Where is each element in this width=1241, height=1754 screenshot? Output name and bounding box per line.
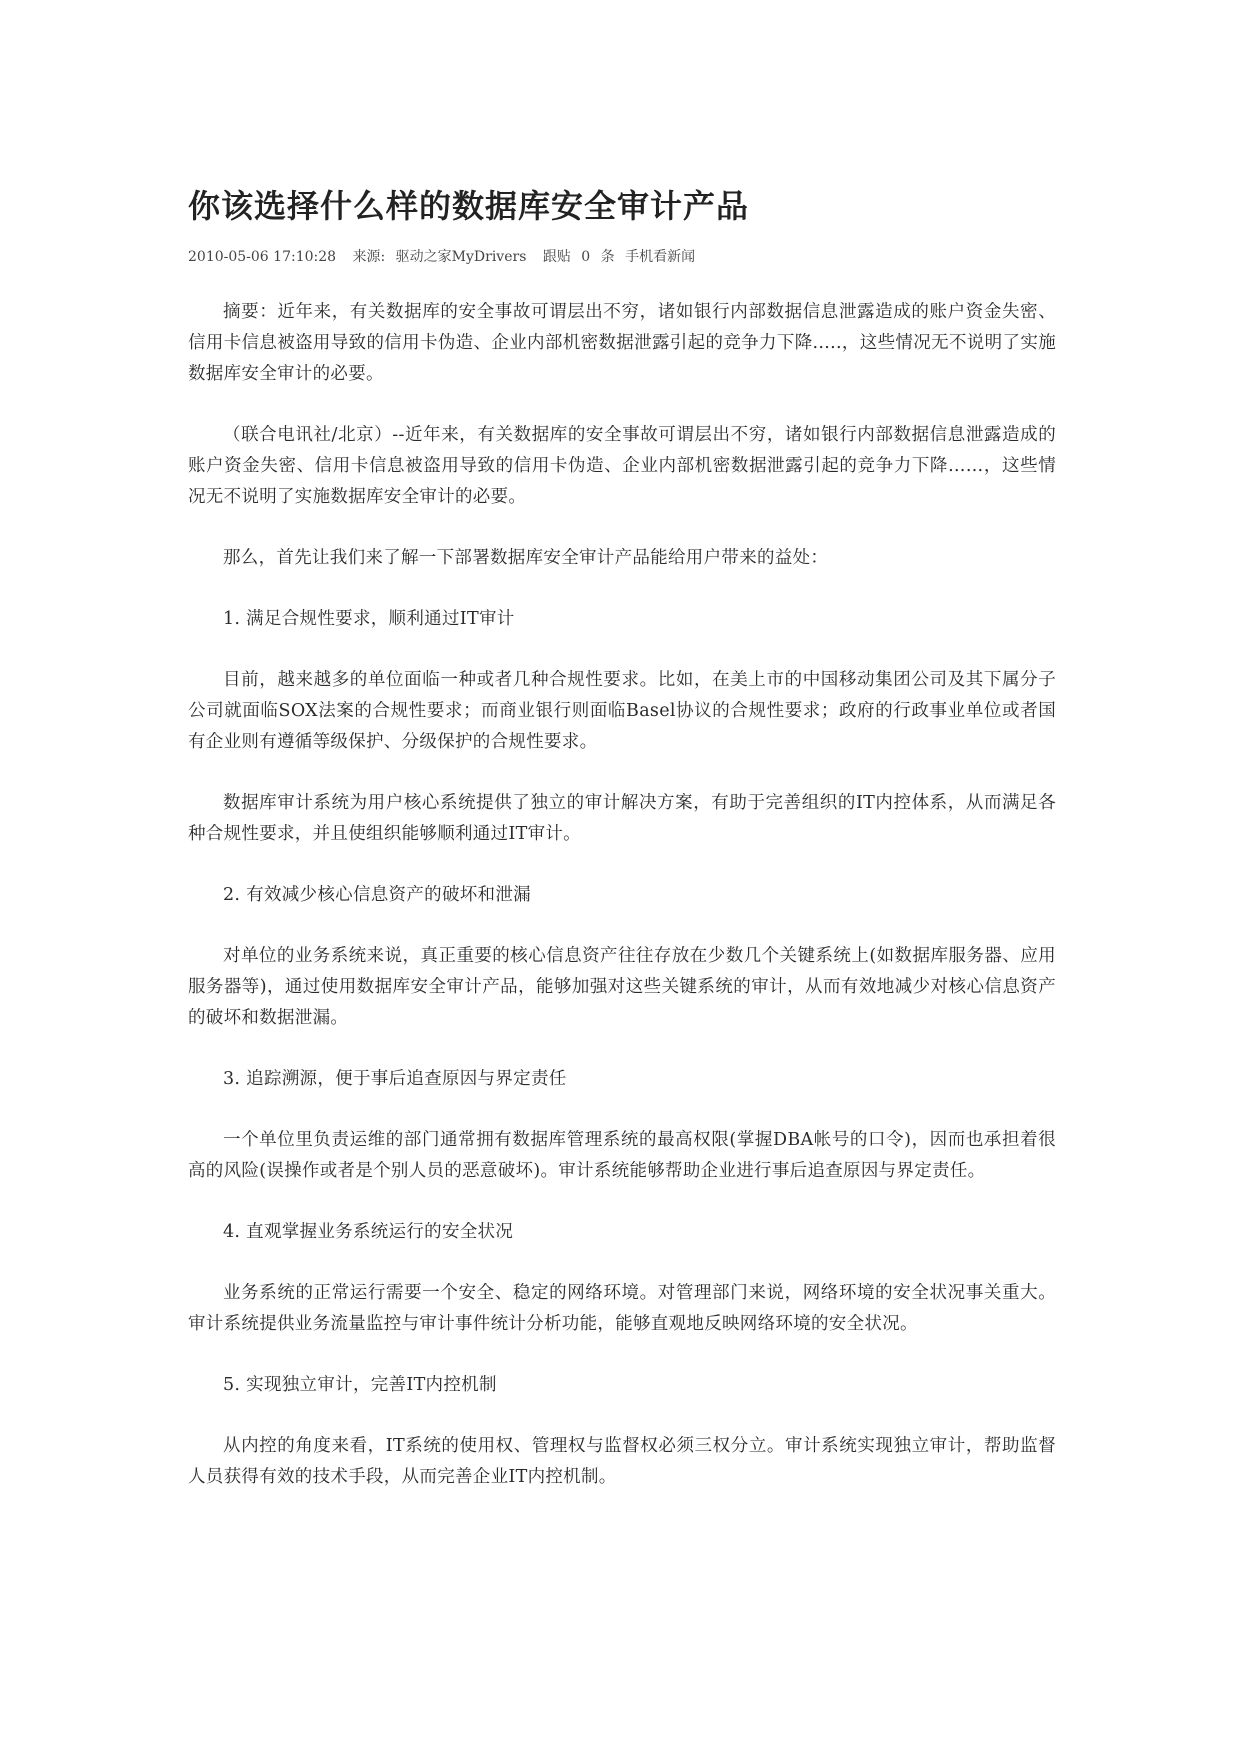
body-paragraph: 目前，越来越多的单位面临一种或者几种合规性要求。比如，在美上市的中国移动集团公司及其下属分子公司就面临SOX法案的合规性要求；而商业银行则面临Basel协议的合规性要求；政府的行政事业单位或者国有企业则有遵循等级保护、分级保护的合规性要求。 [188, 670, 1056, 752]
reply-label: 跟贴 [542, 249, 571, 265]
section-heading: 1. 满足合规性要求，顺利通过IT审计 [223, 609, 515, 629]
body-paragraph: 那么，首先让我们来了解一下部署数据库安全审计产品能给用户带来的益处： [223, 548, 829, 568]
source-name[interactable]: 驱动之家MyDrivers [395, 249, 527, 265]
section-heading: 3. 追踪溯源，便于事后追查原因与界定责任 [223, 1069, 567, 1089]
body-paragraph: 一个单位里负责运维的部门通常拥有数据库管理系统的最高权限(掌握DBA帐号的口令)，因而也承担着很高的风险(误操作或者是个别人员的恶意破坏)。审计系统能够帮助企业进行事后追查原因与界定责任。 [188, 1130, 1056, 1181]
reply-unit: 条 [600, 249, 615, 265]
reply-count[interactable]: 0 [581, 249, 591, 265]
body-paragraph: 从内控的角度来看，IT系统的使用权、管理权与监督权必须三权分立。审计系统实现独立审计，帮助监督人员获得有效的技术手段，从而完善企业IT内控机制。 [188, 1436, 1056, 1487]
article-title: 你该选择什么样的数据库安全审计产品 [188, 187, 750, 225]
mobile-news-link[interactable]: 手机看新闻 [625, 249, 696, 265]
source-label: 来源: [352, 249, 386, 265]
article-meta [188, 247, 1056, 267]
summary-paragraph: 摘要：近年来，有关数据库的安全事故可谓层出不穷，诸如银行内部数据信息泄露造成的账户资金失密、信用卡信息被盗用导致的信用卡伪造、企业内部机密数据泄露引起的竞争力下降.....，这些情况无不说明了实施数据库安全审计的必要。 [188, 302, 1056, 384]
publish-datetime: 2010-05-06 17:10:28 [188, 249, 337, 265]
section-heading: 5. 实现独立审计，完善IT内控机制 [223, 1375, 497, 1395]
section-heading: 4. 直观掌握业务系统运行的安全状况 [223, 1222, 514, 1242]
body-paragraph: （联合电讯社/北京）--近年来，有关数据库的安全事故可谓层出不穷，诸如银行内部数据信息泄露造成的账户资金失密、信用卡信息被盗用导致的信用卡伪造、企业内部机密数据泄露引起的竞争力下降……，这些情况无不说明了实施数据库安全审计的必要。 [188, 425, 1056, 507]
article [188, 185, 1056, 1493]
body-paragraph: 业务系统的正常运行需要一个安全、稳定的网络环境。对管理部门来说，网络环境的安全状况事关重大。审计系统提供业务流量监控与审计事件统计分析功能，能够直观地反映网络环境的安全状况。 [188, 1283, 1056, 1334]
body-paragraph: 对单位的业务系统来说，真正重要的核心信息资产往往存放在少数几个关键系统上(如数据库服务器、应用服务器等)，通过使用数据库安全审计产品，能够加强对这些关键系统的审计，从而有效地减少对核心信息资产的破坏和数据泄漏。 [188, 946, 1056, 1028]
body-paragraph: 数据库审计系统为用户核心系统提供了独立的审计解决方案，有助于完善组织的IT内控体系，从而满足各种合规性要求，并且使组织能够顺利通过IT审计。 [188, 793, 1056, 844]
article-body [188, 297, 1056, 1493]
section-heading: 2. 有效减少核心信息资产的破坏和泄漏 [223, 885, 531, 905]
